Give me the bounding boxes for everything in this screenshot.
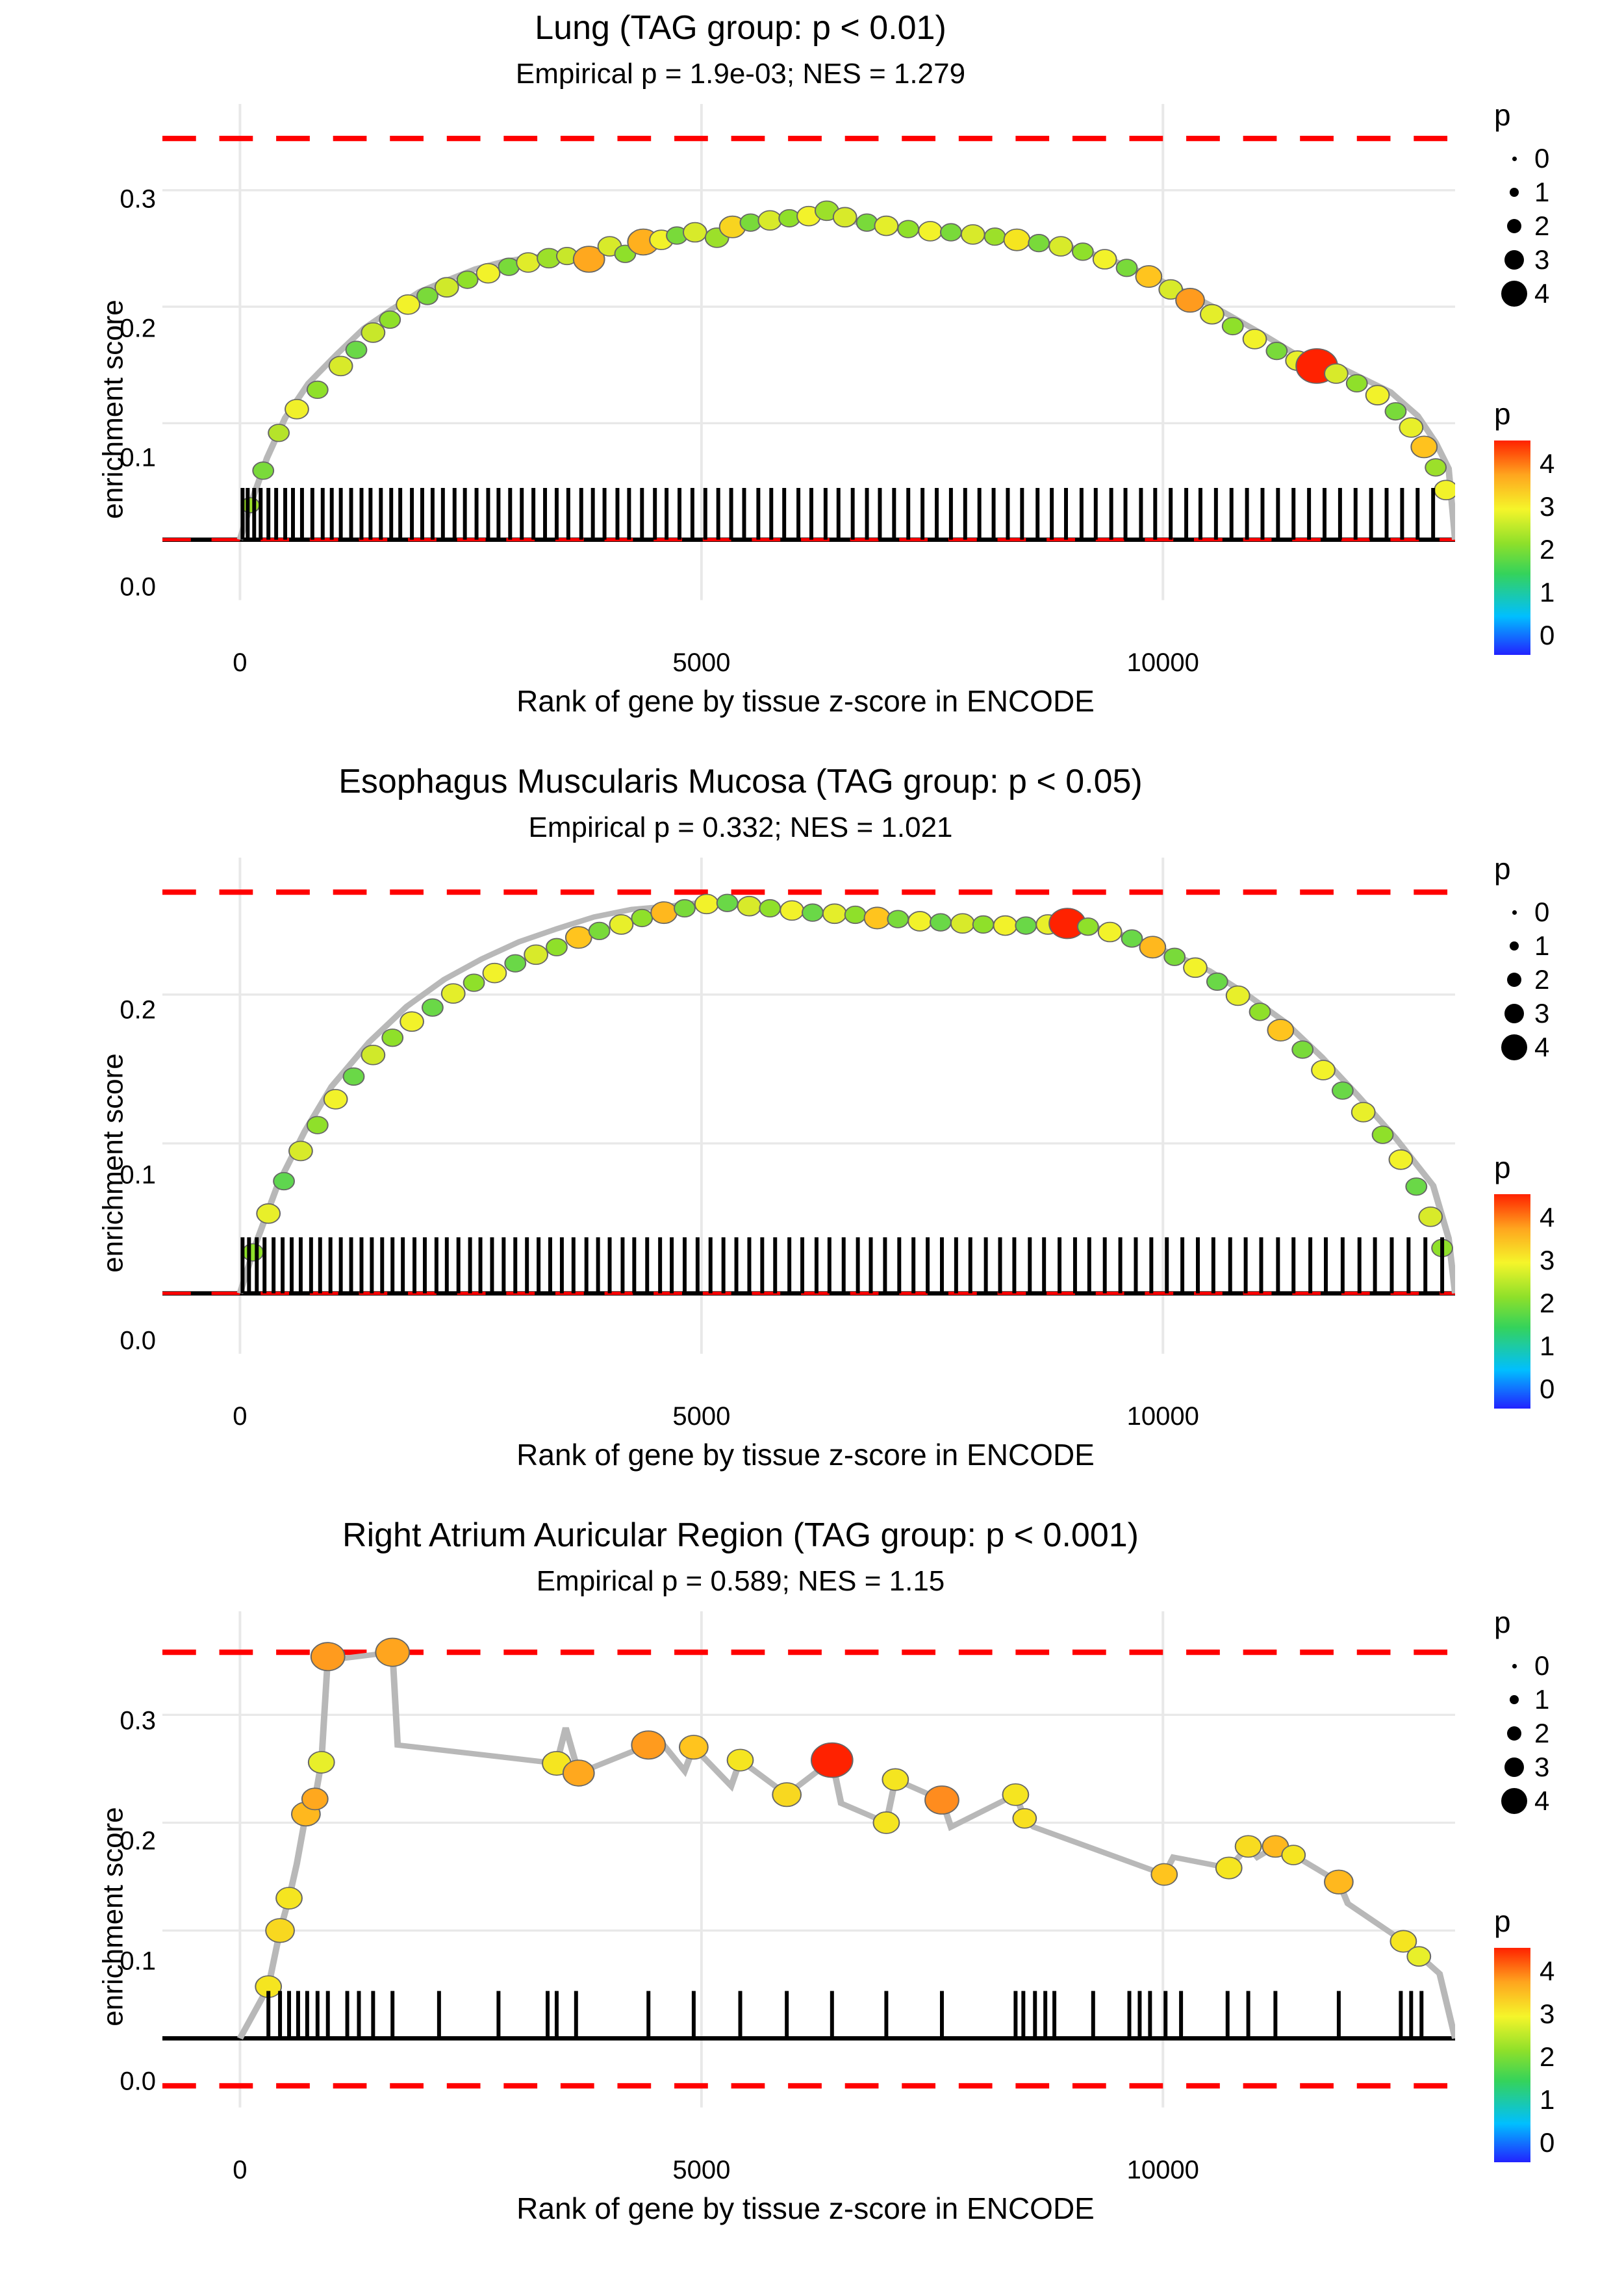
size-legend-item [1494,1683,1549,1717]
panel-2-y-ticks [39,851,156,1475]
panel-1-x-axis-label: Rank of gene by tissue z-score in ENCODE [516,684,1095,718]
size-dot-1 [1494,1695,1534,1704]
cbar-tick-2: 2 [1540,534,1555,565]
panel-2-ytick-2: 0.2 [120,995,156,1025]
panel-2-size-legend-title: p [1494,852,1511,886]
panel-2-color-legend [1494,1150,1598,1409]
panel-3-colorbar [1494,1948,1530,2162]
panel-2-plot-area [0,851,1481,1475]
panel-2-points [242,894,1453,1260]
panel-3-plot-area [0,1605,1481,2229]
panel-lung [0,0,1624,747]
size-label-2: 2 [1534,211,1550,241]
size-dot-3 [1494,1757,1534,1777]
panel-3-svg [162,1611,1455,2151]
panel-1-title: Lung (TAG group: p < 0.01) [535,9,946,47]
panel-1-colorbar-wrap [1494,441,1598,655]
panel-2-ytick-0: 0.0 [120,1326,156,1355]
panel-1-color-legend [1494,396,1598,655]
panel-2-colorbar-labels [1540,1194,1598,1409]
size-legend-item [1494,175,1549,209]
panel-3-titles [0,1507,1481,1599]
panel-3-subtitle: Empirical p = 0.589; NES = 1.15 [536,1565,945,1597]
cbar-tick-1: 1 [1540,1331,1555,1362]
cbar-tick-3: 3 [1540,1999,1555,2030]
panel-1-ytick-1: 0.1 [120,443,156,472]
size-dot-4 [1494,281,1534,307]
panel-1-rug [242,488,1433,540]
size-dot-0 [1494,910,1534,915]
panel-1-plot-area [0,97,1481,721]
panel-2-running-line [240,902,1455,1294]
panel-1-colorbar-labels [1540,441,1598,655]
panel-1-titles [0,0,1481,92]
panel-1-svg [162,104,1455,643]
size-legend-item [1494,1784,1549,1818]
size-label-3: 3 [1534,244,1550,275]
panel-1-canvas [162,104,1455,643]
panel-right-atrium-auricular-region [0,1507,1624,2255]
size-dot-2 [1494,973,1534,987]
panel-3-colorbar-labels [1540,1948,1598,2162]
panel-3-xtick-1: 5000 [672,2156,731,2184]
panel-3-ytick-1: 0.1 [120,1947,156,1976]
cbar-tick-2: 2 [1540,1288,1555,1319]
panel-3-color-legend-title: p [1494,1904,1511,1938]
cbar-tick-2: 2 [1540,2041,1555,2073]
panel-2-size-legend [1494,851,1549,1064]
cbar-tick-0: 0 [1540,2127,1555,2158]
size-dot-2 [1494,1726,1534,1741]
size-label-3: 3 [1534,1752,1550,1782]
panel-1-y-axis-label: enrichment score [97,300,129,519]
size-label-0: 0 [1534,897,1550,927]
panel-3-canvas [162,1611,1455,2151]
panel-2-title: Esophagus Muscularis Mucosa (TAG group: p < 0.05) [338,763,1143,800]
panel-1-y-ticks [39,97,156,721]
cbar-tick-1: 1 [1540,577,1555,608]
panel-3-legends [1488,1605,1618,2229]
cbar-tick-4: 4 [1540,1202,1555,1233]
panel-3-size-legend [1494,1605,1549,1818]
panel-2-xtick-0: 0 [233,1402,247,1431]
panel-1-color-legend-title: p [1494,397,1511,431]
panel-1-ytick-3: 0.3 [120,185,156,214]
panel-3-y-ticks [39,1605,156,2229]
cbar-tick-0: 0 [1540,620,1555,651]
panel-2-x-ticks [162,1402,1455,1435]
size-legend-item [1494,1750,1549,1784]
panel-3-colorbar-wrap [1494,1948,1598,2162]
size-label-3: 3 [1534,998,1550,1028]
size-legend-item [1494,997,1549,1030]
panel-1-size-legend [1494,97,1549,311]
size-dot-2 [1494,219,1534,233]
panel-1-xtick-1: 5000 [672,648,731,677]
panel-1-size-legend-title: p [1494,98,1511,132]
size-dot-4 [1494,1788,1534,1814]
panel-2-legends [1488,851,1618,1475]
size-legend-item [1494,142,1549,175]
panel-2-ytick-1: 0.1 [120,1160,156,1190]
panel-1-ytick-2: 0.2 [120,314,156,343]
size-legend-item [1494,895,1549,929]
size-dot-3 [1494,1004,1534,1023]
size-dot-0 [1494,1664,1534,1668]
size-label-1: 1 [1534,1684,1550,1715]
panel-3-size-legend-title: p [1494,1605,1511,1639]
panel-1-points [241,201,1455,513]
size-label-1: 1 [1534,930,1550,961]
panel-2-svg [162,858,1455,1397]
size-dot-0 [1494,157,1534,161]
panel-2-titles [0,754,1481,845]
panel-2-xtick-2: 10000 [1126,1402,1199,1431]
size-label-0: 0 [1534,143,1550,173]
panel-1-colorbar [1494,441,1530,655]
panel-2-xtick-1: 5000 [672,1402,731,1431]
panel-3-ytick-2: 0.2 [120,1826,156,1856]
size-dot-1 [1494,941,1534,951]
panel-2-colorbar [1494,1194,1530,1409]
size-dot-3 [1494,250,1534,270]
size-dot-1 [1494,188,1534,197]
cbar-tick-1: 1 [1540,2084,1555,2115]
panel-3-x-ticks [162,2156,1455,2188]
size-label-4: 4 [1534,1032,1550,1062]
cbar-tick-0: 0 [1540,1373,1555,1405]
panel-2-subtitle: Empirical p = 0.332; NES = 1.021 [528,811,953,843]
panel-1-xtick-2: 10000 [1126,648,1199,677]
size-dot-4 [1494,1034,1534,1060]
cbar-tick-3: 3 [1540,1245,1555,1276]
cbar-tick-3: 3 [1540,491,1555,522]
cbar-tick-4: 4 [1540,448,1555,479]
size-label-4: 4 [1534,1785,1550,1816]
panel-3-xtick-2: 10000 [1126,2156,1199,2184]
size-label-1: 1 [1534,177,1550,207]
size-label-2: 2 [1534,1718,1550,1748]
panel-3-points [255,1639,1430,1998]
panel-1-legends [1488,97,1618,721]
panel-3-xtick-0: 0 [233,2156,247,2184]
panel-3-gridlines [162,1611,1455,2108]
panel-2-rug [242,1237,1442,1293]
size-legend-item [1494,277,1549,311]
size-label-0: 0 [1534,1650,1550,1681]
size-legend-item [1494,963,1549,997]
panel-3-title: Right Atrium Auricular Region (TAG group: p < 0.001) [342,1516,1139,1554]
panel-3-color-legend [1494,1904,1598,2162]
size-label-2: 2 [1534,964,1550,995]
panel-1-subtitle: Empirical p = 1.9e-03; NES = 1.279 [515,57,966,90]
size-legend-item [1494,1717,1549,1750]
size-legend-item [1494,929,1549,963]
panel-3-x-axis-label: Rank of gene by tissue z-score in ENCODE [516,2191,1095,2225]
size-legend-item [1494,209,1549,243]
size-legend-item [1494,243,1549,277]
panel-3-ytick-3: 0.3 [120,1706,156,1735]
panel-esophagus-muscularis-mucosa [0,754,1624,1501]
panel-3-ytick-0: 0.0 [120,2067,156,2096]
panel-3-rug [268,1991,1421,2038]
cbar-tick-4: 4 [1540,1956,1555,1987]
size-legend-item [1494,1030,1549,1064]
panel-2-colorbar-wrap [1494,1194,1598,1409]
panel-2-y-axis-label: enrichment score [97,1053,129,1273]
size-legend-item [1494,1649,1549,1683]
size-label-4: 4 [1534,278,1550,309]
panel-1-xtick-0: 0 [233,648,247,677]
panel-3-y-axis-label: enrichment score [97,1807,129,2026]
panel-2-color-legend-title: p [1494,1151,1511,1184]
panel-1-x-ticks [162,648,1455,681]
panel-2-x-axis-label: Rank of gene by tissue z-score in ENCODE [516,1438,1095,1472]
panel-2-canvas [162,858,1455,1397]
panel-1-ytick-0: 0.0 [120,572,156,602]
